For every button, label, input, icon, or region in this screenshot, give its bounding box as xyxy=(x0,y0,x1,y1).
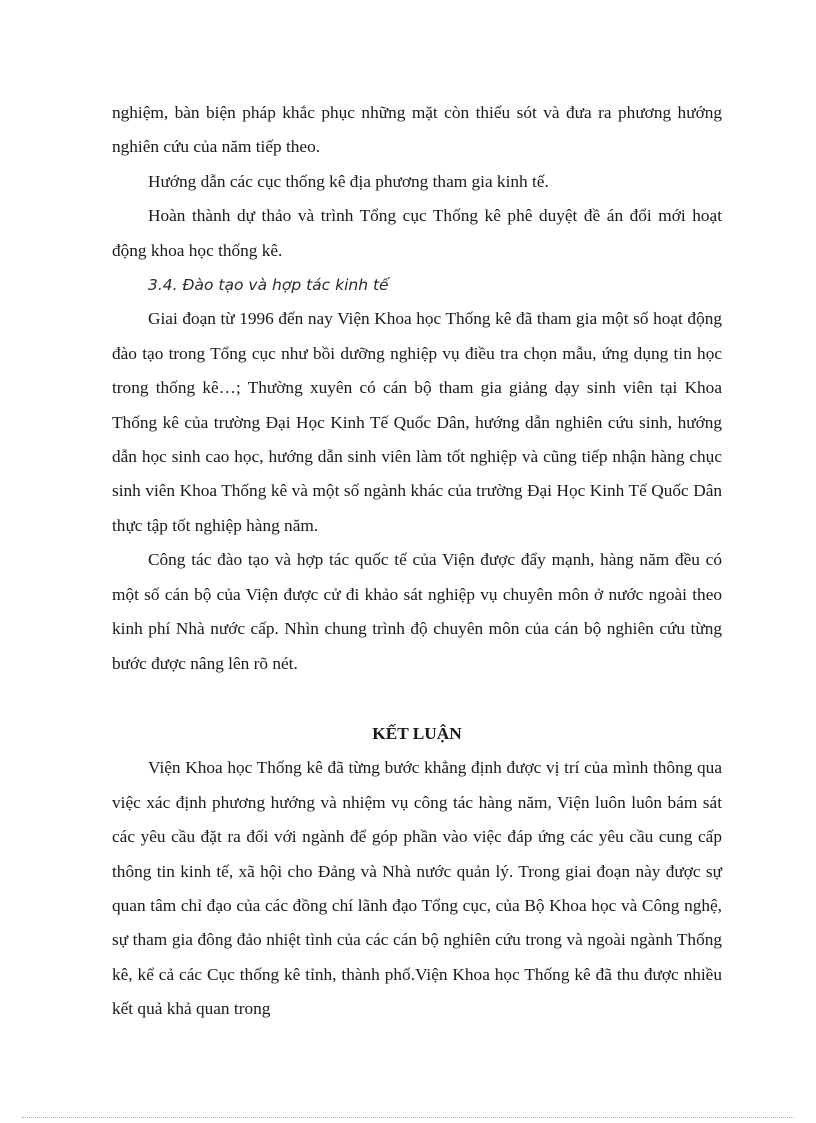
paragraph-training-activities: Giai đoạn từ 1996 đến nay Viện Khoa học Thống kê đã tham gia một số hoạt động đào tạo trong Tổng cục như bồi dưỡng nghiệp vụ điều tra chọn mẫu, ứng dụng tin học trong thống kê…; Thường xuyên có cán bộ tham gia giảng dạy sinh viên tại Khoa Thống kê của trường Đại Học Kinh Tế Quốc Dân, hướng dẫn nghiên cứu sinh, hướng dẫn học sinh cao học, hướng dẫn sinh viên làm tốt nghiệp và cũng tiếp nhận hàng chục sinh viên Khoa Thống kê và một số ngành khác của trường Đại Học Kinh Tế Quốc Dân thực tập tốt nghiệp hàng năm. xyxy=(112,309,722,535)
paragraph-draft-approval: Hoàn thành dự thảo và trình Tổng cục Thống kê phê duyệt đề án đổi mới hoạt động khoa học thống kê. xyxy=(112,206,722,260)
section-subheading: 3.4. Đào tạo và hợp tác kinh tế xyxy=(148,276,389,295)
paragraph-conclusion: Viện Khoa học Thống kê đã từng bước khẳng định được vị trí của mình thông qua việc xác định phương hướng và nhiệm vụ công tác hàng năm, Viện luôn luôn bám sát các yêu cầu đặt ra đối với ngành để góp phần vào việc đáp ứng các yêu cầu cung cấp thông tin kinh tế, xã hội cho Đảng và Nhà nước quản lý. Trong giai đoạn này được sự quan tâm chỉ đạo của các đồng chí lãnh đạo Tổng cục, của Bộ Khoa học và Công nghệ, sự tham gia đông đảo nhiệt tình của các cán bộ nghiên cứu trong và ngoài ngành Thống kê, kể cả các Cục thống kê tỉnh, thành phố.Viện Khoa học Thống kê đã thu được nhiều kết quả khả quan trong xyxy=(112,758,722,1019)
paragraph-international-cooperation: Công tác đào tạo và hợp tác quốc tế của Viện được đẩy mạnh, hàng năm đều có một số cán bộ của Viện được cử đi khảo sát nghiệp vụ chuyên môn ở nước ngoài theo kinh phí Nhà nước cấp. Nhìn chung trình độ chuyên môn của cán bộ nghiên cứu từng bước được nâng lên rõ nét. xyxy=(112,550,722,673)
paragraph-continuation: nghiệm, bàn biện pháp khắc phục những mặt còn thiếu sót và đưa ra phương hướng nghiên cứu của năm tiếp theo. xyxy=(112,103,722,157)
paragraph-local-offices: Hướng dẫn các cục thống kê địa phương tham gia kinh tế. xyxy=(148,171,549,191)
document-page xyxy=(112,96,722,1027)
conclusion-title: KẾT LUẬN xyxy=(372,723,462,743)
page-bottom-divider xyxy=(22,1117,794,1118)
